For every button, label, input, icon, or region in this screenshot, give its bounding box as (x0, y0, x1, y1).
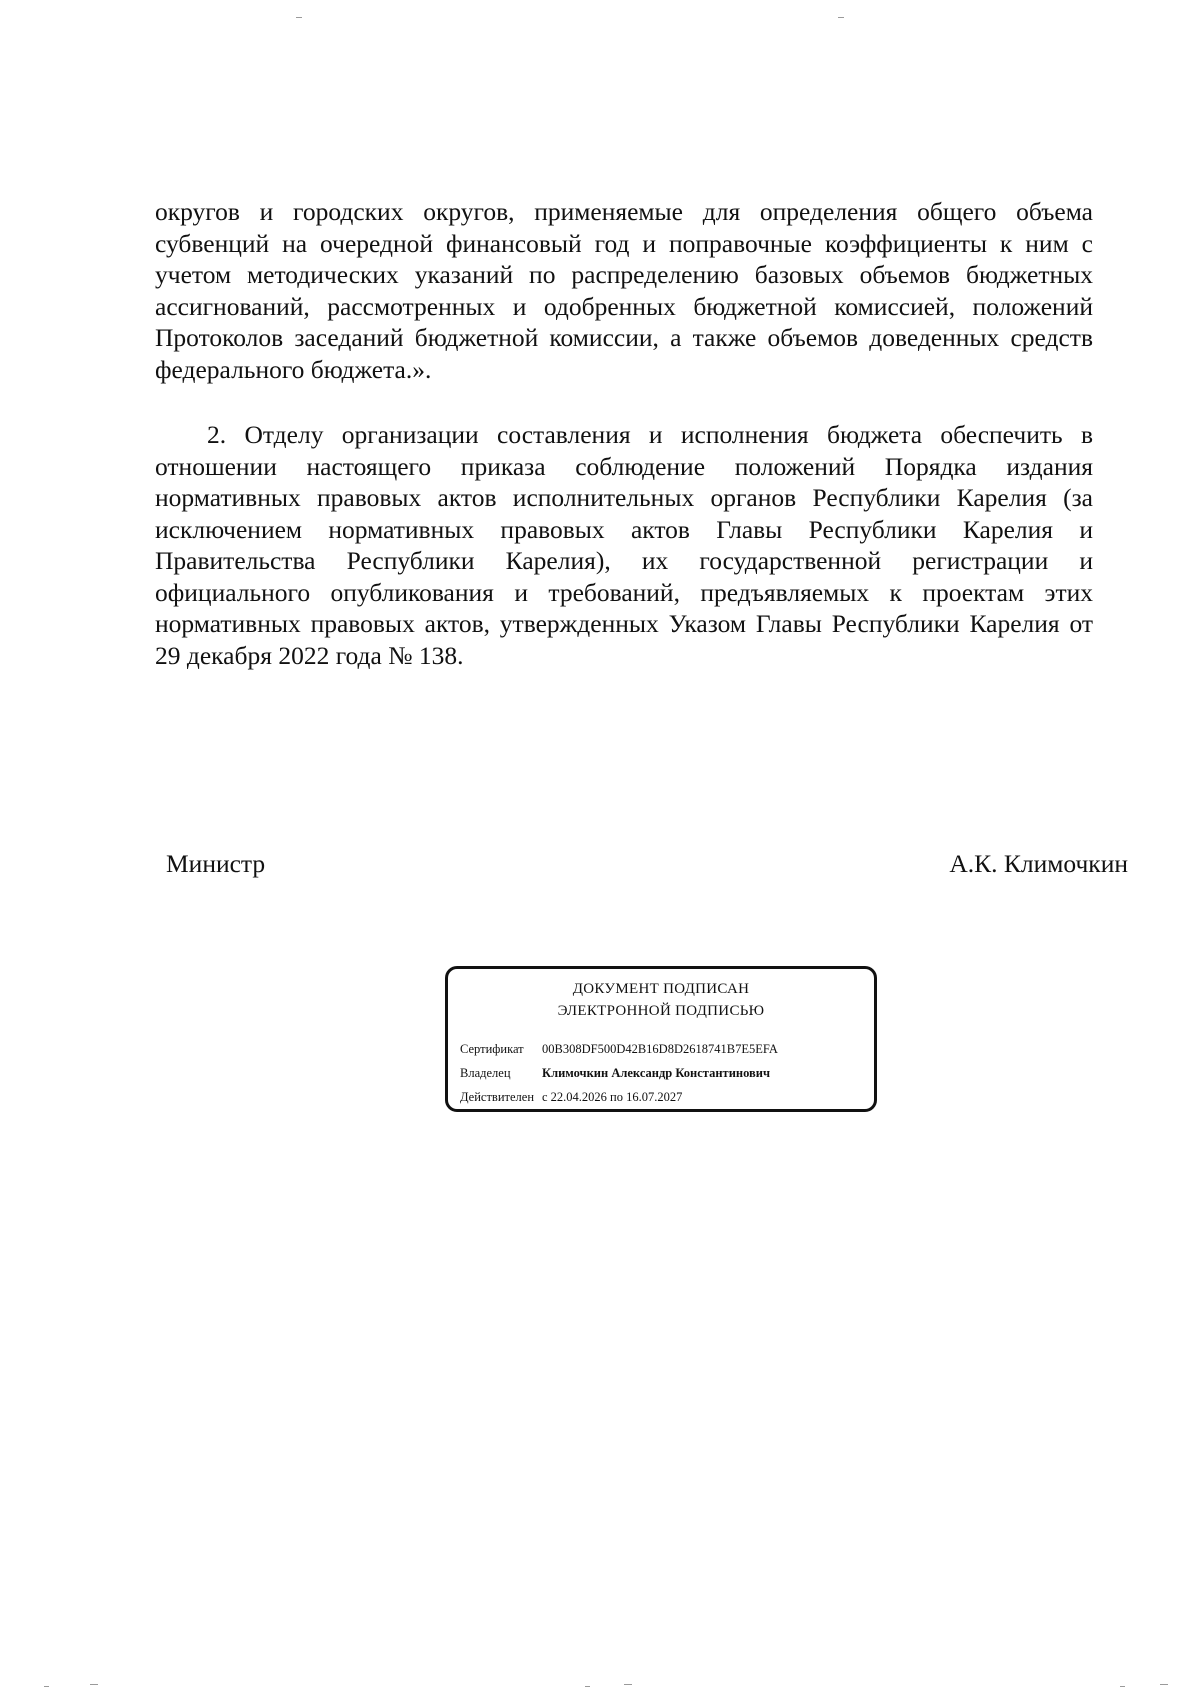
stamp-validity-value: с 22.04.2026 по 16.07.2027 (542, 1090, 683, 1104)
electronic-signature-stamp (445, 966, 877, 1112)
scan-artifact (44, 1686, 49, 1687)
scan-artifact (296, 17, 302, 18)
stamp-heading: ЭЛЕКТРОННОЙ ПОДПИСЬЮ (557, 1003, 765, 1019)
scan-artifact (1120, 1686, 1125, 1687)
paragraph-text: 2. Отделу организации составления и исполнения бюджета обеспечить в отношении настоящего приказа соблюдение положений Порядка издания нормативных правовых актов исполнительных органов Республики Карелия (за исключением нормативных правовых актов Главы Республики Карелия и Правительства Республики Карелия), их государственной регистрации и официального опубликования и требований, предъявляемых к проектам этих нормативных правовых актов, утвержденных Указом Главы Республики Карелия от 29 декабря 2022 года № 138. (155, 420, 1093, 670)
paragraph-continuation (155, 196, 1093, 385)
stamp-certificate-value: 00B308DF500D42B16D8D2618741B7E5EFA (542, 1042, 778, 1056)
stamp-certificate-label: Сертификат (460, 1042, 524, 1056)
stamp-owner-label: Владелец (460, 1066, 511, 1080)
stamp-validity-row (460, 1089, 682, 1105)
scan-artifact (838, 17, 844, 18)
scan-artifact (585, 1686, 590, 1687)
scan-artifact (90, 1684, 98, 1685)
scan-artifact (1160, 1684, 1168, 1685)
stamp-certificate-row (460, 1041, 778, 1057)
stamp-owner-value: Климочкин Александр Константинович (542, 1066, 771, 1080)
paragraph-text: округов и городских округов, применяемые для определения общего объема субвенций на очередной финансовый год и поправочные коэффициенты к ним с учетом методических указаний по распределению базовых объемов бюджетных ассигнований, рассмотренных и одобренных бюджетной комиссией, положений Протоколов заседаний бюджетной комиссии, а также объемов доведенных средств федерального бюджета.». (155, 197, 1093, 384)
scan-artifact (624, 1684, 632, 1685)
signatory-title: Министр (166, 849, 266, 878)
stamp-validity-label: Действителен (460, 1090, 535, 1104)
stamp-owner-row (460, 1065, 770, 1081)
stamp-heading: ДОКУМЕНТ ПОДПИСАН (572, 981, 750, 997)
paragraph-item-2 (155, 419, 1093, 671)
signatory-name: А.К. Климочкин (949, 849, 1128, 878)
